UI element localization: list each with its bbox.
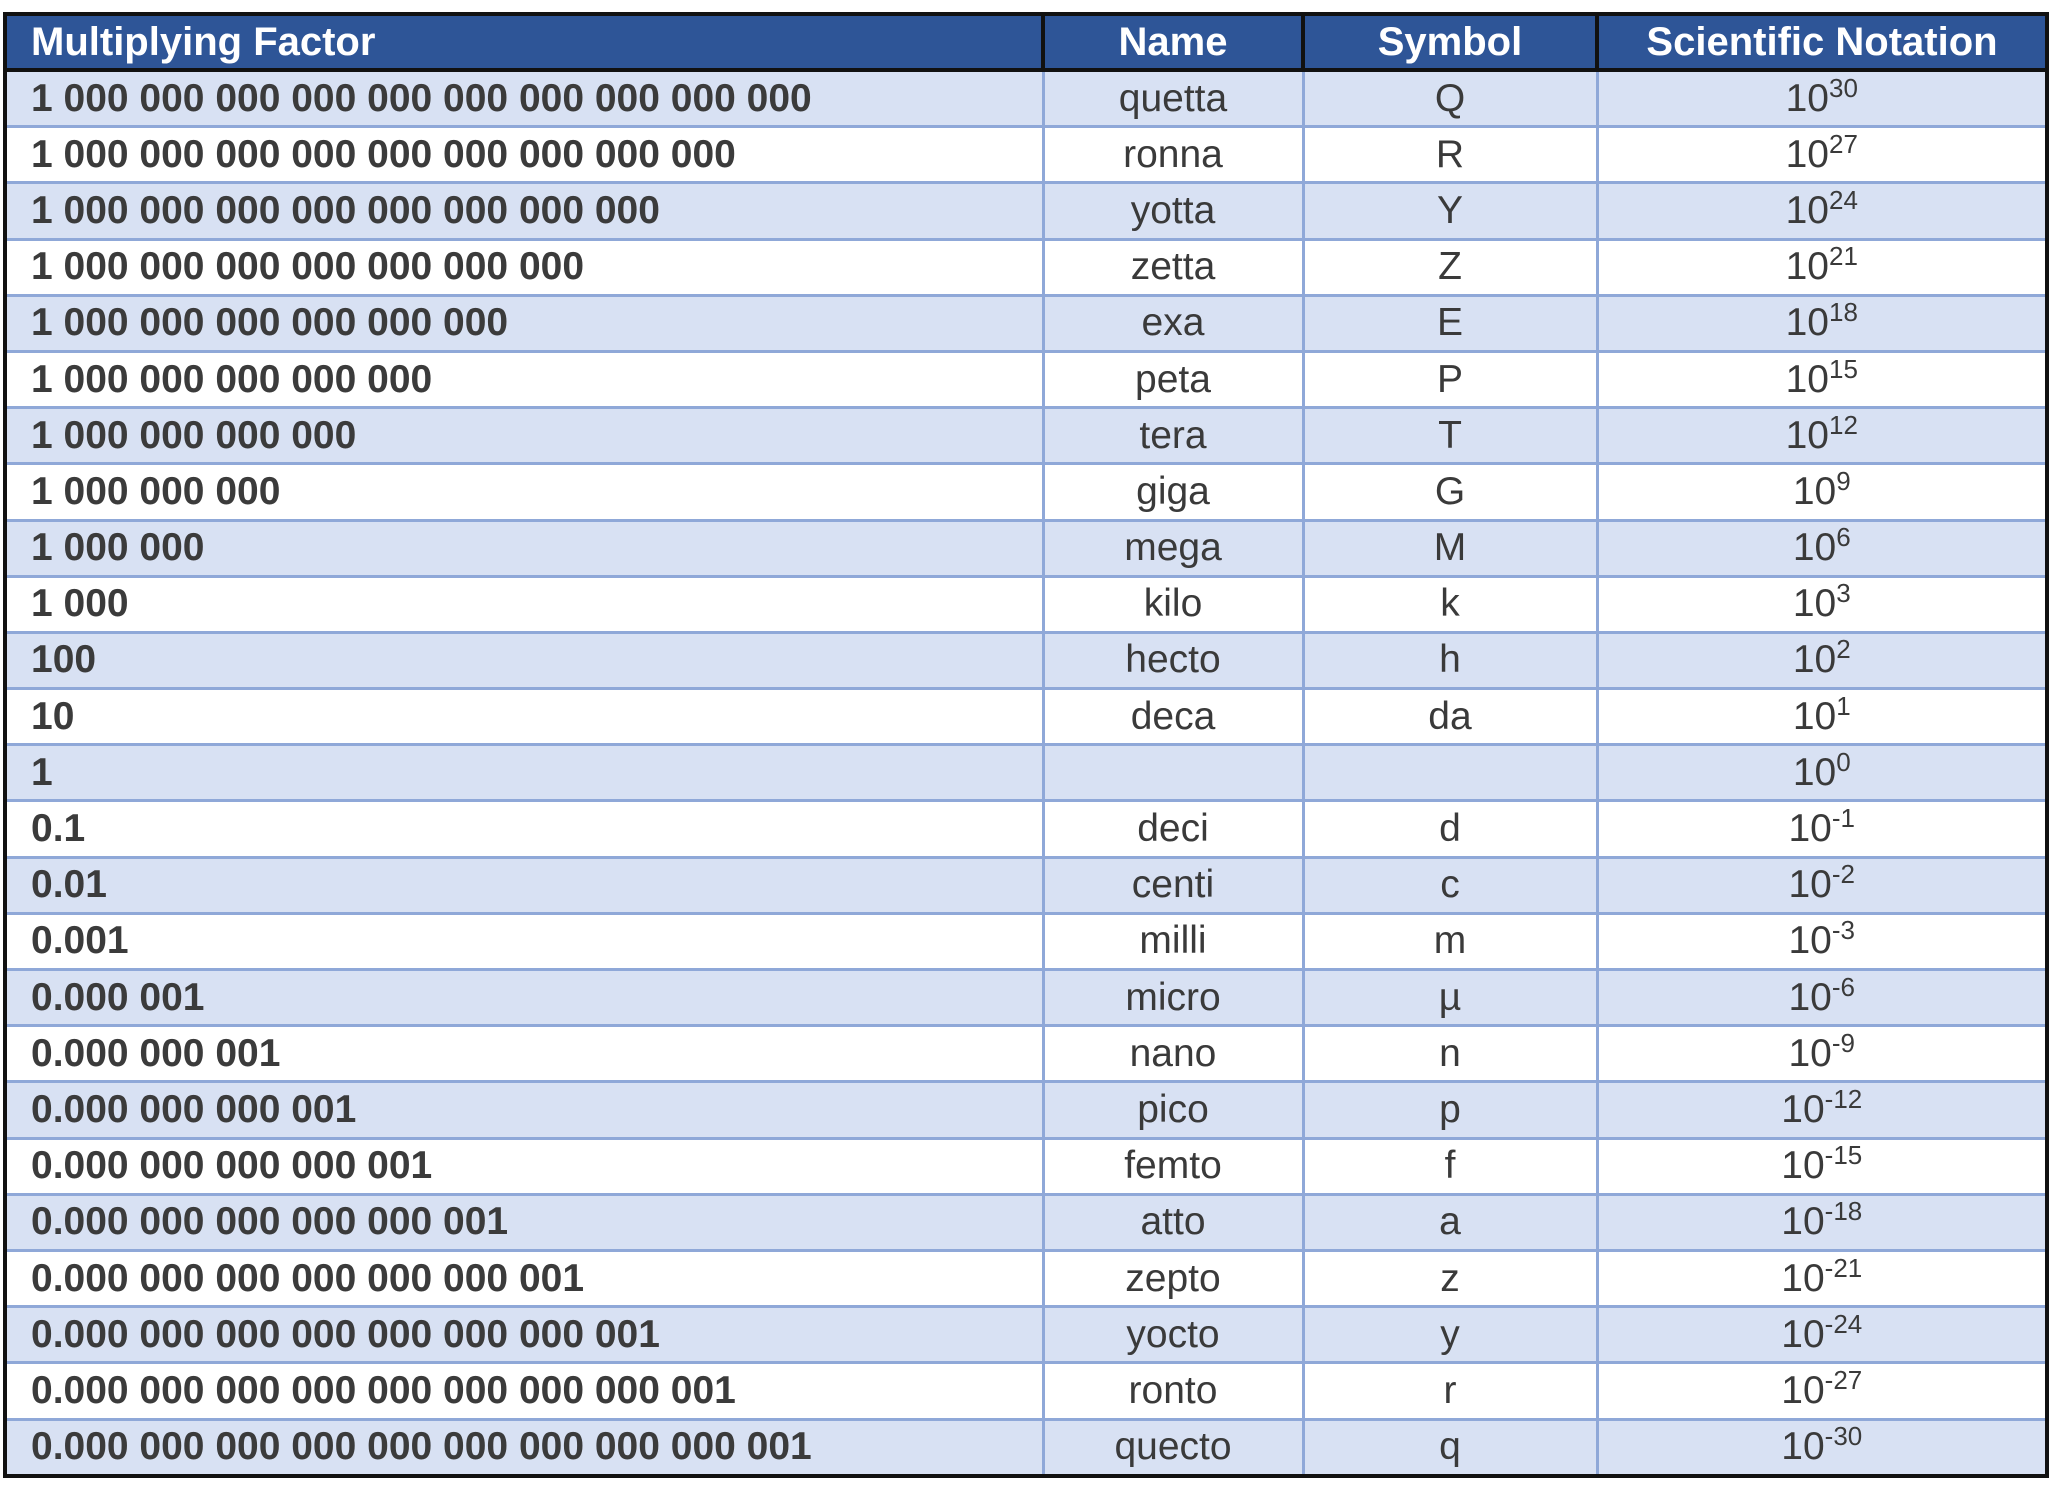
prefix-name-cell: atto bbox=[1043, 1194, 1303, 1250]
prefix-name-cell: yotta bbox=[1043, 183, 1303, 239]
table-row bbox=[7, 1419, 2045, 1474]
scientific-notation-cell bbox=[1597, 1026, 2045, 1082]
prefix-name-cell: mega bbox=[1043, 520, 1303, 576]
multiplying-factor-cell: 1 000 000 bbox=[7, 520, 1043, 576]
multiplying-factor-cell: 1 000 000 000 000 000 bbox=[7, 351, 1043, 407]
table-row bbox=[7, 689, 2045, 745]
scientific-notation-cell bbox=[1597, 520, 2045, 576]
header-row bbox=[7, 16, 2045, 70]
table-row bbox=[7, 632, 2045, 688]
table-row bbox=[7, 183, 2045, 239]
prefix-symbol-cell: r bbox=[1303, 1363, 1597, 1419]
prefix-name-cell: yocto bbox=[1043, 1307, 1303, 1363]
multiplying-factor-cell: 0.000 000 000 000 000 000 000 001 bbox=[7, 1307, 1043, 1363]
prefix-name-cell: nano bbox=[1043, 1026, 1303, 1082]
header-multiplying-factor: Multiplying Factor bbox=[7, 16, 1043, 70]
notation-exponent: 1 bbox=[1836, 690, 1851, 721]
notation-exponent: -21 bbox=[1824, 1252, 1863, 1283]
notation-exponent: -1 bbox=[1831, 803, 1855, 834]
notation-exponent: -3 bbox=[1831, 915, 1855, 946]
notation-exponent: 15 bbox=[1828, 353, 1858, 384]
multiplying-factor-cell: 0.1 bbox=[7, 801, 1043, 857]
notation-exponent: 0 bbox=[1836, 746, 1851, 777]
table-row bbox=[7, 464, 2045, 520]
notation-exponent: 3 bbox=[1836, 578, 1851, 609]
notation-exponent: -27 bbox=[1824, 1364, 1863, 1395]
scientific-notation-cell bbox=[1597, 127, 2045, 183]
multiplying-factor-cell: 1 000 000 000 bbox=[7, 464, 1043, 520]
notation-exponent: 27 bbox=[1828, 128, 1858, 159]
prefix-name-cell: peta bbox=[1043, 351, 1303, 407]
prefix-symbol-cell: h bbox=[1303, 632, 1597, 688]
multiplying-factor-cell: 0.000 000 000 001 bbox=[7, 1082, 1043, 1138]
notation-exponent: 6 bbox=[1836, 522, 1851, 553]
notation-base: 10 bbox=[1788, 975, 1832, 1019]
table-row bbox=[7, 1307, 2045, 1363]
prefix-symbol-cell: d bbox=[1303, 801, 1597, 857]
notation-base: 10 bbox=[1781, 1312, 1825, 1356]
multiplying-factor-cell: 1 000 000 000 000 000 000 000 000 000 000 bbox=[7, 70, 1043, 127]
multiplying-factor-cell: 0.01 bbox=[7, 857, 1043, 913]
scientific-notation-cell bbox=[1597, 1194, 2045, 1250]
prefix-symbol-cell: M bbox=[1303, 520, 1597, 576]
table-row bbox=[7, 1363, 2045, 1419]
prefix-symbol-cell: E bbox=[1303, 295, 1597, 351]
table-row bbox=[7, 801, 2045, 857]
scientific-notation-cell bbox=[1597, 689, 2045, 745]
table-body bbox=[7, 70, 2045, 1474]
table-row bbox=[7, 576, 2045, 632]
header-symbol: Symbol bbox=[1303, 16, 1597, 70]
notation-base: 10 bbox=[1792, 469, 1837, 513]
header-name: Name bbox=[1043, 16, 1303, 70]
notation-exponent: -30 bbox=[1824, 1421, 1863, 1452]
notation-exponent: 18 bbox=[1828, 297, 1858, 328]
table-row bbox=[7, 745, 2045, 801]
notation-base: 10 bbox=[1792, 526, 1837, 570]
prefix-name-cell: pico bbox=[1043, 1082, 1303, 1138]
table-row bbox=[7, 520, 2045, 576]
prefix-symbol-cell: a bbox=[1303, 1194, 1597, 1250]
table-row bbox=[7, 239, 2045, 295]
notation-base: 10 bbox=[1792, 750, 1837, 794]
prefix-symbol-cell: y bbox=[1303, 1307, 1597, 1363]
table-row bbox=[7, 295, 2045, 351]
prefix-symbol-cell: f bbox=[1303, 1138, 1597, 1194]
scientific-notation-cell bbox=[1597, 295, 2045, 351]
table-row bbox=[7, 1194, 2045, 1250]
scientific-notation-cell bbox=[1597, 857, 2045, 913]
table-row bbox=[7, 1138, 2045, 1194]
prefix-symbol-cell: Z bbox=[1303, 239, 1597, 295]
prefix-symbol-cell: Q bbox=[1303, 70, 1597, 127]
multiplying-factor-cell: 1 bbox=[7, 745, 1043, 801]
prefix-symbol-cell: Y bbox=[1303, 183, 1597, 239]
scientific-notation-cell bbox=[1597, 1250, 2045, 1306]
scientific-notation-cell bbox=[1597, 1363, 2045, 1419]
table-row bbox=[7, 1250, 2045, 1306]
table-row bbox=[7, 1082, 2045, 1138]
notation-base: 10 bbox=[1785, 76, 1829, 120]
prefix-symbol-cell: z bbox=[1303, 1250, 1597, 1306]
scientific-notation-cell bbox=[1597, 576, 2045, 632]
notation-exponent: -2 bbox=[1831, 859, 1855, 890]
prefix-name-cell: zetta bbox=[1043, 239, 1303, 295]
notation-base: 10 bbox=[1788, 1031, 1832, 1075]
multiplying-factor-cell: 10 bbox=[7, 689, 1043, 745]
multiplying-factor-cell: 0.001 bbox=[7, 913, 1043, 969]
table-header bbox=[7, 16, 2045, 70]
notation-exponent: 9 bbox=[1836, 465, 1851, 496]
multiplying-factor-cell: 1 000 000 000 000 bbox=[7, 408, 1043, 464]
notation-base: 10 bbox=[1781, 1256, 1825, 1300]
scientific-notation-cell bbox=[1597, 351, 2045, 407]
multiplying-factor-cell: 0.000 000 001 bbox=[7, 1026, 1043, 1082]
prefix-symbol-cell bbox=[1303, 745, 1597, 801]
prefix-name-cell: quecto bbox=[1043, 1419, 1303, 1474]
scientific-notation-cell bbox=[1597, 801, 2045, 857]
notation-base: 10 bbox=[1781, 1368, 1825, 1412]
prefix-symbol-cell: q bbox=[1303, 1419, 1597, 1474]
notation-exponent: 30 bbox=[1828, 72, 1858, 103]
prefix-name-cell: milli bbox=[1043, 913, 1303, 969]
table-row bbox=[7, 913, 2045, 969]
notation-base: 10 bbox=[1785, 188, 1829, 232]
multiplying-factor-cell: 1 000 000 000 000 000 000 000 000 bbox=[7, 183, 1043, 239]
scientific-notation-cell bbox=[1597, 183, 2045, 239]
notation-exponent: -24 bbox=[1824, 1308, 1863, 1339]
prefix-symbol-cell: P bbox=[1303, 351, 1597, 407]
notation-exponent: -12 bbox=[1824, 1083, 1863, 1114]
table-row bbox=[7, 970, 2045, 1026]
notation-exponent: 24 bbox=[1828, 184, 1858, 215]
multiplying-factor-cell: 0.000 000 000 000 000 001 bbox=[7, 1194, 1043, 1250]
notation-base: 10 bbox=[1781, 1144, 1825, 1188]
prefix-name-cell: deca bbox=[1043, 689, 1303, 745]
scientific-notation-cell bbox=[1597, 913, 2045, 969]
notation-base: 10 bbox=[1788, 807, 1832, 851]
si-prefix-table bbox=[7, 16, 2045, 1474]
prefix-symbol-cell: c bbox=[1303, 857, 1597, 913]
notation-exponent: 2 bbox=[1836, 634, 1851, 665]
notation-base: 10 bbox=[1785, 301, 1829, 345]
multiplying-factor-cell: 1 000 000 000 000 000 000 bbox=[7, 295, 1043, 351]
prefix-name-cell: ronna bbox=[1043, 127, 1303, 183]
prefix-symbol-cell: G bbox=[1303, 464, 1597, 520]
prefix-symbol-cell: da bbox=[1303, 689, 1597, 745]
prefix-name-cell bbox=[1043, 745, 1303, 801]
notation-exponent: -9 bbox=[1831, 1027, 1855, 1058]
notation-base: 10 bbox=[1785, 245, 1829, 289]
prefix-symbol-cell: p bbox=[1303, 1082, 1597, 1138]
table-row bbox=[7, 1026, 2045, 1082]
scientific-notation-cell bbox=[1597, 1138, 2045, 1194]
prefix-name-cell: zepto bbox=[1043, 1250, 1303, 1306]
prefix-symbol-cell: R bbox=[1303, 127, 1597, 183]
scientific-notation-cell bbox=[1597, 239, 2045, 295]
multiplying-factor-cell: 0.000 001 bbox=[7, 970, 1043, 1026]
notation-base: 10 bbox=[1792, 638, 1837, 682]
multiplying-factor-cell: 0.000 000 000 000 000 000 000 000 000 001 bbox=[7, 1419, 1043, 1474]
notation-base: 10 bbox=[1785, 357, 1829, 401]
prefix-name-cell: kilo bbox=[1043, 576, 1303, 632]
prefix-name-cell: quetta bbox=[1043, 70, 1303, 127]
notation-exponent: -18 bbox=[1824, 1196, 1863, 1227]
prefix-symbol-cell: n bbox=[1303, 1026, 1597, 1082]
scientific-notation-cell bbox=[1597, 745, 2045, 801]
table-row bbox=[7, 857, 2045, 913]
header-scientific-notation: Scientific Notation bbox=[1597, 16, 2045, 70]
notation-base: 10 bbox=[1788, 863, 1832, 907]
table-row bbox=[7, 351, 2045, 407]
prefix-name-cell: centi bbox=[1043, 857, 1303, 913]
notation-base: 10 bbox=[1785, 413, 1829, 457]
notation-exponent: -15 bbox=[1824, 1140, 1863, 1171]
notation-base: 10 bbox=[1781, 1087, 1825, 1131]
scientific-notation-cell bbox=[1597, 70, 2045, 127]
prefix-name-cell: tera bbox=[1043, 408, 1303, 464]
si-prefix-table-container bbox=[3, 12, 2049, 1478]
prefix-name-cell: ronto bbox=[1043, 1363, 1303, 1419]
table-row bbox=[7, 127, 2045, 183]
prefix-symbol-cell: m bbox=[1303, 913, 1597, 969]
notation-exponent: 12 bbox=[1828, 409, 1858, 440]
multiplying-factor-cell: 1 000 000 000 000 000 000 000 bbox=[7, 239, 1043, 295]
notation-base: 10 bbox=[1781, 1425, 1825, 1469]
scientific-notation-cell bbox=[1597, 1419, 2045, 1474]
notation-base: 10 bbox=[1792, 582, 1837, 626]
prefix-symbol-cell: µ bbox=[1303, 970, 1597, 1026]
multiplying-factor-cell: 0.000 000 000 000 000 000 000 000 001 bbox=[7, 1363, 1043, 1419]
prefix-symbol-cell: k bbox=[1303, 576, 1597, 632]
notation-exponent: 21 bbox=[1828, 241, 1858, 272]
prefix-name-cell: deci bbox=[1043, 801, 1303, 857]
notation-base: 10 bbox=[1781, 1200, 1825, 1244]
scientific-notation-cell bbox=[1597, 1307, 2045, 1363]
notation-exponent: -6 bbox=[1831, 971, 1855, 1002]
scientific-notation-cell bbox=[1597, 408, 2045, 464]
multiplying-factor-cell: 0.000 000 000 000 000 000 001 bbox=[7, 1250, 1043, 1306]
prefix-name-cell: giga bbox=[1043, 464, 1303, 520]
table-row bbox=[7, 70, 2045, 127]
multiplying-factor-cell: 1 000 bbox=[7, 576, 1043, 632]
notation-base: 10 bbox=[1785, 132, 1829, 176]
notation-base: 10 bbox=[1788, 919, 1832, 963]
prefix-name-cell: femto bbox=[1043, 1138, 1303, 1194]
prefix-name-cell: micro bbox=[1043, 970, 1303, 1026]
notation-base: 10 bbox=[1792, 694, 1837, 738]
table-row bbox=[7, 408, 2045, 464]
prefix-symbol-cell: T bbox=[1303, 408, 1597, 464]
multiplying-factor-cell: 100 bbox=[7, 632, 1043, 688]
multiplying-factor-cell: 0.000 000 000 000 001 bbox=[7, 1138, 1043, 1194]
scientific-notation-cell bbox=[1597, 632, 2045, 688]
scientific-notation-cell bbox=[1597, 464, 2045, 520]
scientific-notation-cell bbox=[1597, 1082, 2045, 1138]
prefix-name-cell: hecto bbox=[1043, 632, 1303, 688]
scientific-notation-cell bbox=[1597, 970, 2045, 1026]
prefix-name-cell: exa bbox=[1043, 295, 1303, 351]
multiplying-factor-cell: 1 000 000 000 000 000 000 000 000 000 bbox=[7, 127, 1043, 183]
